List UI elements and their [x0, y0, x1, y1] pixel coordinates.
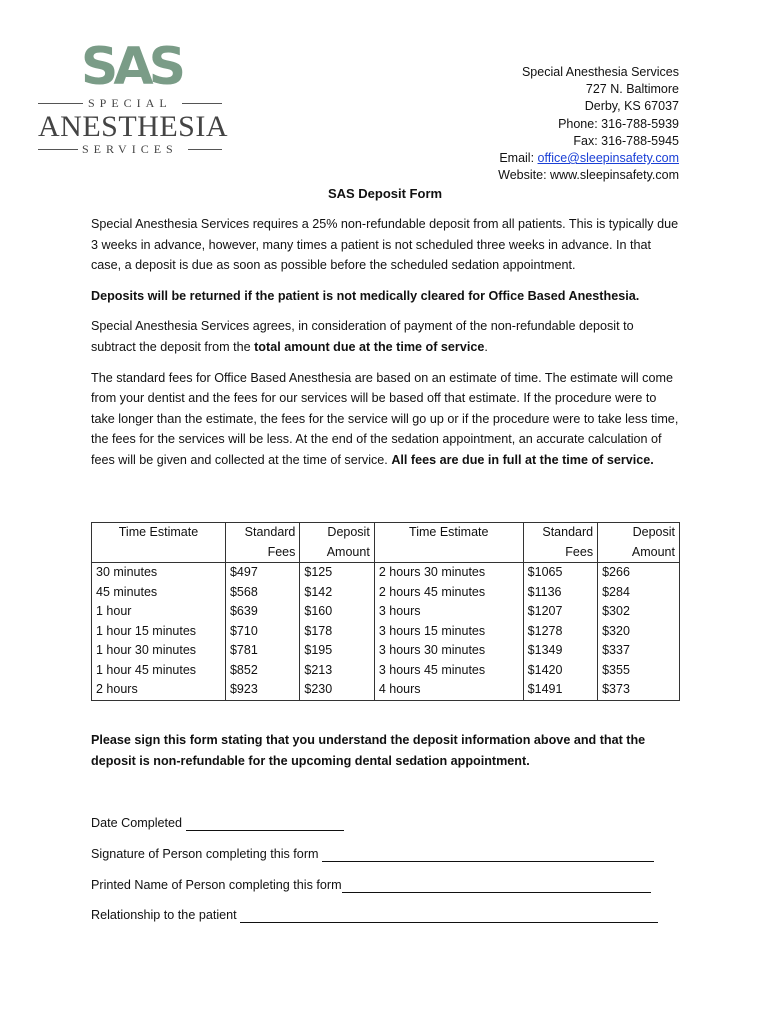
date-completed-line	[91, 815, 344, 831]
signature-field[interactable]	[322, 847, 654, 862]
table-cell: 4 hours	[374, 680, 523, 700]
deposit-requirement-paragraph: Special Anesthesia Services requires a 25% non-refundable deposit from all patients. This is typically due 3 weeks in advance, however, many times a patient is not scheduled three weeks in advance. In that case, a deposit is due as soon as possible before the scheduled sedation appointment.	[91, 217, 679, 273]
city-state-zip: Derby, KS 67037	[584, 99, 679, 114]
email-link[interactable]: office@sleepinsafety.com	[537, 151, 679, 166]
standard-fees-paragraph	[91, 368, 681, 471]
table-cell: 1 hour 15 minutes	[92, 622, 226, 642]
table-cell: $1065	[523, 563, 597, 583]
company-name: Special Anesthesia Services	[521, 65, 679, 79]
company-address	[498, 64, 679, 184]
street-address: 727 N. Baltimore	[585, 82, 679, 97]
table-cell: $355	[598, 661, 680, 681]
table-cell: 3 hours 45 minutes	[374, 661, 523, 681]
table-cell: $178	[300, 622, 374, 642]
website-line: Website: www.sleepinsafety.com	[498, 168, 679, 183]
table-cell: $639	[225, 602, 299, 622]
header-deposit-amount-1: Deposit Amount	[300, 523, 374, 563]
table-cell: 3 hours 30 minutes	[374, 641, 523, 661]
logo-anesthesia-text: ANESTHESIA	[38, 110, 228, 143]
table-cell: $1420	[523, 661, 597, 681]
logo-rule-left-top	[38, 103, 83, 104]
table-cell: $1491	[523, 680, 597, 700]
printed-name-field[interactable]	[342, 878, 651, 893]
company-logo	[36, 36, 226, 156]
table-cell: 2 hours	[92, 680, 226, 700]
table-cell: 1 hour 30 minutes	[92, 641, 226, 661]
table-cell: $710	[225, 622, 299, 642]
table-cell: $852	[225, 661, 299, 681]
table-row	[92, 602, 680, 622]
table-cell: $125	[300, 563, 374, 583]
date-completed-field[interactable]	[186, 816, 344, 831]
signature-label: Signature of Person completing this form	[91, 847, 319, 861]
table-cell: 2 hours 30 minutes	[374, 563, 523, 583]
table-row	[92, 563, 680, 583]
fees-text-bold: All fees are due in full at the time of service.	[391, 452, 654, 467]
table-row	[92, 680, 680, 700]
table-cell: $373	[598, 680, 680, 700]
table-row	[92, 583, 680, 603]
table-cell: $230	[300, 680, 374, 700]
logo-rule-left-bottom	[38, 149, 78, 150]
agreement-text-bold: total amount due at the time of service	[254, 339, 485, 354]
table-cell: $568	[225, 583, 299, 603]
table-cell: 2 hours 45 minutes	[374, 583, 523, 603]
table-cell: 3 hours 15 minutes	[374, 622, 523, 642]
form-title: SAS Deposit Form	[327, 186, 443, 201]
fax-number: Fax: 316-788-5945	[573, 133, 679, 148]
logo-special-text: SPECIAL	[88, 96, 172, 110]
logo-rule-right-bottom	[188, 149, 222, 150]
date-completed-label: Date Completed	[91, 816, 183, 830]
deposit-return-text: Deposits will be returned if the patient is not medically cleared for Office Based Anesthesia.	[91, 288, 640, 303]
signature-line	[91, 846, 654, 862]
table-row	[92, 622, 680, 642]
form-body	[91, 214, 681, 481]
table-cell: $1349	[523, 641, 597, 661]
table-cell: $213	[300, 661, 374, 681]
table-cell: $302	[598, 602, 680, 622]
table-row	[92, 641, 680, 661]
fee-table-header	[92, 523, 680, 563]
table-cell: $337	[598, 641, 680, 661]
header-deposit-amount-2: Deposit Amount	[598, 523, 680, 563]
table-cell: $1278	[523, 622, 597, 642]
agreement-text-c: .	[484, 339, 488, 354]
phone-number: Phone: 316-788-5939	[558, 116, 679, 131]
table-cell: $284	[598, 583, 680, 603]
sign-instruction: Please sign this form stating that you understand the deposit information above and that the deposit is non-refundable for the upcoming dental sedation appointment.	[91, 733, 646, 768]
header-time-estimate-1: Time Estimate	[92, 523, 226, 563]
header-time-estimate-2: Time Estimate	[374, 523, 523, 563]
table-cell: 3 hours	[374, 602, 523, 622]
table-cell: $781	[225, 641, 299, 661]
printed-name-label: Printed Name of Person completing this form	[91, 878, 342, 892]
header-standard-fees-2: Standard Fees	[523, 523, 597, 563]
table-cell: 1 hour 45 minutes	[92, 661, 226, 681]
table-cell: $923	[225, 680, 299, 700]
table-cell: $142	[300, 583, 374, 603]
header-standard-fees-1: Standard Fees	[225, 523, 299, 563]
email-line	[498, 150, 679, 167]
table-cell: $195	[300, 641, 374, 661]
email-label: Email:	[499, 151, 538, 166]
deposit-agreement-paragraph	[91, 316, 681, 357]
relationship-label: Relationship to the patient	[91, 908, 237, 922]
table-row	[92, 661, 680, 681]
logo-rule-right-top	[182, 103, 222, 104]
printed-name-line	[91, 877, 651, 893]
table-cell: $160	[300, 602, 374, 622]
table-cell: 30 minutes	[92, 563, 226, 583]
table-cell: 45 minutes	[92, 583, 226, 603]
table-cell: $1136	[523, 583, 597, 603]
logo-sas-letters: SAS	[80, 37, 182, 97]
table-cell: 1 hour	[92, 602, 226, 622]
agreement-text-a: Special Anesthesia Services agrees, in consideration of payment of the non-refundable deposit to subtract the deposit from the	[91, 319, 634, 354]
fee-table	[91, 522, 680, 701]
table-cell: $320	[598, 622, 680, 642]
fees-text-a: The standard fees for Office Based Anesthesia are based on an estimate of time. The estimate will come from your dentist and the fees for our services will be based off that estimate. If the procedure were to take longer than the estimate, the fees for the service will go up or if the procedure were to take less time, the fees for the services will be less. At the end of the sedation appointment, an accurate calculation of fees will be given and collected at the time of service.	[91, 370, 679, 467]
logo-services-text: SERVICES	[82, 142, 178, 156]
relationship-field[interactable]	[240, 908, 658, 923]
table-cell: $266	[598, 563, 680, 583]
table-cell: $497	[225, 563, 299, 583]
table-cell: $1207	[523, 602, 597, 622]
relationship-line	[91, 907, 658, 923]
deposit-return-paragraph	[91, 286, 681, 307]
